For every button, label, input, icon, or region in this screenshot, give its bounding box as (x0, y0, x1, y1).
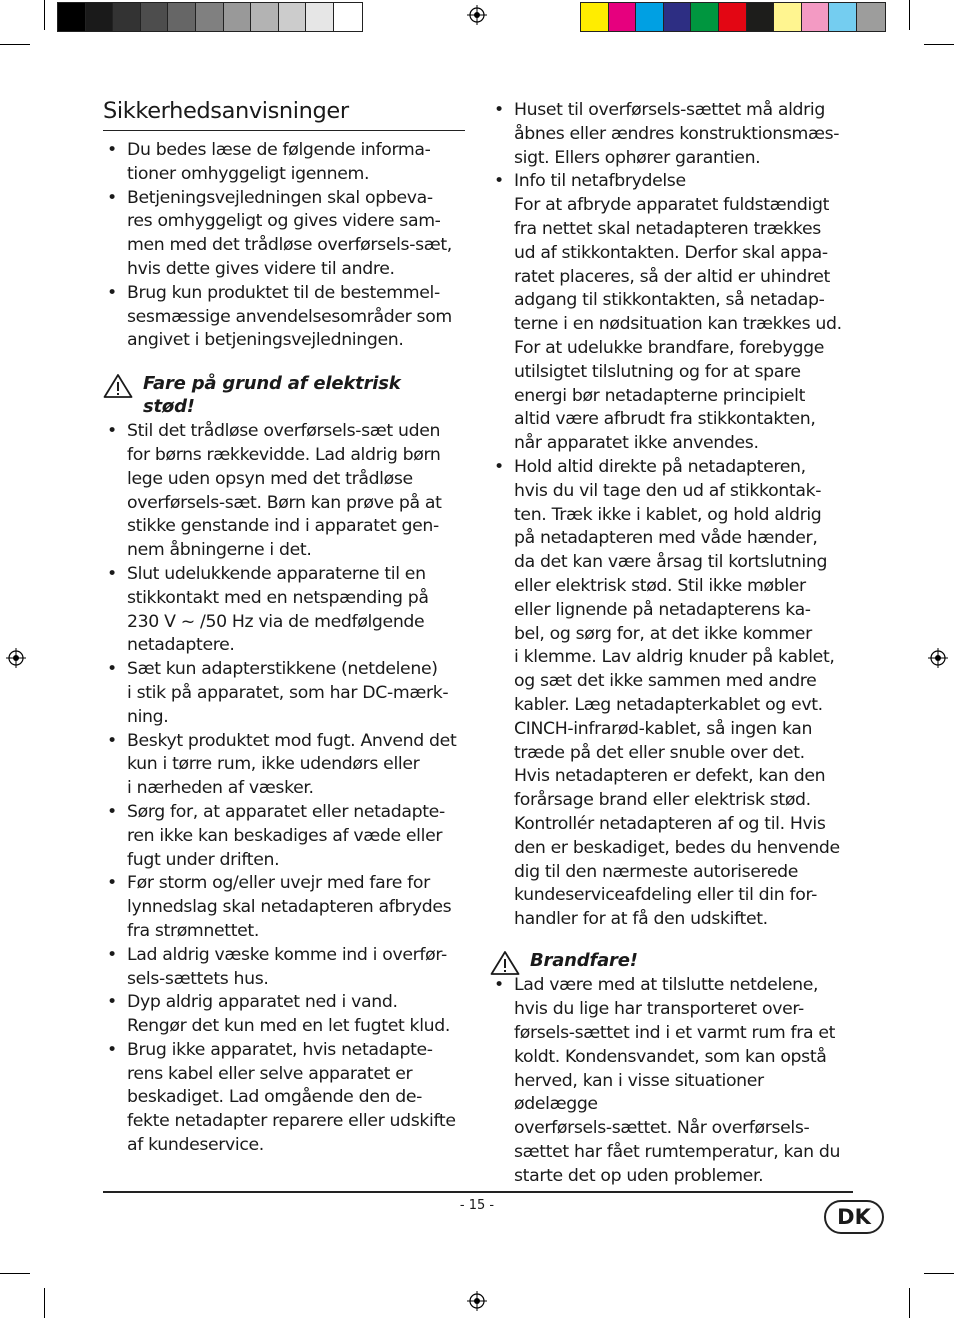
bullet-item: • Stil det trådløse overførsels-sæt uden for børns rækkevidde. Lad aldrig børn lege uden opsyn med det trådløse overførsels-sæt. Børn kan prøve på at stikke genstande ind i apparatet gen- nem åbningerne i det. (103, 420, 465, 563)
crop-mark (0, 44, 30, 45)
color-swatch (279, 3, 307, 31)
bullet-item: • Slut udelukkende apparaterne til en stikkontakt med en netspænding på 230 V ~ /50 Hz via de medfølgende netadaptere. (103, 563, 465, 658)
color-swatch (86, 3, 114, 31)
crop-mark (909, 0, 910, 30)
color-swatch (251, 3, 279, 31)
bullet-item: • Brug ikke apparatet, hvis netadapte- rens kabel eller selve apparatet er beskadiget. Lad omgående den de- fekte netadapter reparere eller udskifte af kundeservice. (103, 1039, 465, 1158)
bullet-item: • Du bedes læse de følgende informa- tioner omhyggeligt igennem. (103, 139, 465, 187)
crop-mark (44, 0, 45, 30)
right-bullets-warning (490, 974, 852, 1188)
bullet-item: • Sæt kun adapterstikkene (netdelene) i stik på apparatet, som har DC-mærk- ning. (103, 658, 465, 729)
color-swatch (829, 3, 857, 31)
bullet-item: • Brug kun produktet til de bestemmel- sesmæssige anvendelsesområder som angivet i betjeningsvejledningen. (103, 282, 465, 353)
grayscale-color-bar (57, 2, 363, 32)
color-swatch (168, 3, 196, 31)
registration-mark-icon (928, 648, 948, 668)
color-swatch (58, 3, 86, 31)
bullet-item: • Hold altid direkte på netadapteren, hvis du vil tage den ud af stikkontak- ten. Træk ikke i kablet, og hold aldrig på netadapteren med våde hænder, da det kan være årsag til kortslutning eller elektrisk stød. Stil ikke møbler eller lignende på netadapterens ka- bel, og sørg for, at det ikke kommer i klemme. Lav aldrig knuder på kablet, og sæt det ikke sammen med andre kabler. Læg netadapterkablet og evt. CINCH-infrarød-kablet, så ingen kan træde på det eller snuble over det. Hvis netadapteren er defekt, kan den forårsage brand eller elektrisk stød. Kontrollér netadapteren af og til. Hvis den er beskadiget, bedes du henvende dig til den nærmeste autoriserede kundeserviceafdeling eller til din for- handler for at få den udskiftet. (490, 456, 852, 932)
warning-triangle-icon (490, 950, 520, 976)
bullet-item: • Før storm og/eller uvejr med fare for lynnedslag skal netadapteren afbrydes fra strømnettet. (103, 872, 465, 943)
color-swatch (857, 3, 885, 31)
registration-mark-icon (467, 1291, 487, 1311)
bullet-item: • Lad aldrig væske komme ind i overfør- sels-sættets hus. (103, 944, 465, 992)
crop-mark (0, 1273, 30, 1274)
color-swatch (224, 3, 252, 31)
right-bullets-top (490, 99, 852, 932)
warning-heading: Fare på grund af elektrisk stød! (143, 373, 401, 417)
crop-mark (909, 1288, 910, 1318)
color-swatch (636, 3, 664, 31)
color-swatch (747, 3, 775, 31)
left-bullets-top (103, 139, 465, 353)
color-swatch (196, 3, 224, 31)
color-swatch (774, 3, 802, 31)
left-bullets-warning (103, 420, 465, 1158)
color-swatch (609, 3, 637, 31)
crop-mark (924, 1273, 954, 1274)
warning-heading: Brandfare! (530, 949, 638, 971)
fire-warning (490, 950, 852, 973)
color-swatch (334, 3, 362, 31)
bullet-item: • Beskyt produktet mod fugt. Anvend det kun i tørre rum, ikke udendørs eller i nærheden af væsker. (103, 730, 465, 801)
registration-mark-icon (467, 5, 487, 25)
warning-triangle-icon (103, 373, 133, 399)
crop-mark (924, 44, 954, 45)
bullet-item: • Lad være med at tilslutte netdelene, hvis du lige har transporteret over- førsels-sættet ind i et varmt rum fra et koldt. Kondensvandet, som kan opstå herved, kan i visse situationer ødelægge overførsels-sættet. Når overførsels- sættet har fået rumtemperatur, kan du starte det op uden problemer. (490, 974, 852, 1188)
color-swatch (691, 3, 719, 31)
registration-mark-icon (6, 648, 26, 668)
bullet-item: • Dyp aldrig apparatet ned i vand. Rengør det kun med en let fugtet klud. (103, 991, 465, 1039)
section-title: Sikkerhedsanvisninger (103, 98, 465, 131)
crop-mark (44, 1288, 45, 1318)
bullet-item: • Sørg for, at apparatet eller netadapte- ren ikke kan beskadiges af væde eller fugt under driften. (103, 801, 465, 872)
bullet-item: • Info til netafbrydelse For at afbryde apparatet fuldstændigt fra nettet skal netadapteren trækkes ud af stikkontakten. Derfor skal appa- ratet placeres, så der altid er uhindret adgang til stikkontakten, så netadap- terne i en nødsituation kan trækkes ud. For at udelukke brandfare, forebygge utilsigtet tilslutning og for at spare energi bør netadapterne principielt altid være afbrudt fra stikkontakten, når apparatet ikke anvendes. (490, 170, 852, 456)
left-column (103, 139, 465, 1158)
bullet-item: • Betjeningsvejledningen skal opbeva- res omhyggeligt og gives videre sam- men med det trådløse overførsels-sæt, hvis dette gives videre til andre. (103, 187, 465, 282)
bullet-item: • Huset til overførsels-sættet må aldrig åbnes eller ændres konstruktionsmæs- sigt. Ellers ophører garantien. (490, 99, 852, 170)
page-number: - 15 - (459, 1198, 495, 1213)
language-badge: DK (824, 1200, 884, 1234)
electric-shock-warning (103, 373, 465, 418)
right-column (490, 99, 852, 1189)
color-swatch (664, 3, 692, 31)
color-swatch (141, 3, 169, 31)
color-swatch (306, 3, 334, 31)
color-swatch (802, 3, 830, 31)
color-swatch (113, 3, 141, 31)
footer-rule (103, 1191, 853, 1193)
color-swatch (719, 3, 747, 31)
process-color-bar (580, 2, 886, 32)
color-swatch (581, 3, 609, 31)
